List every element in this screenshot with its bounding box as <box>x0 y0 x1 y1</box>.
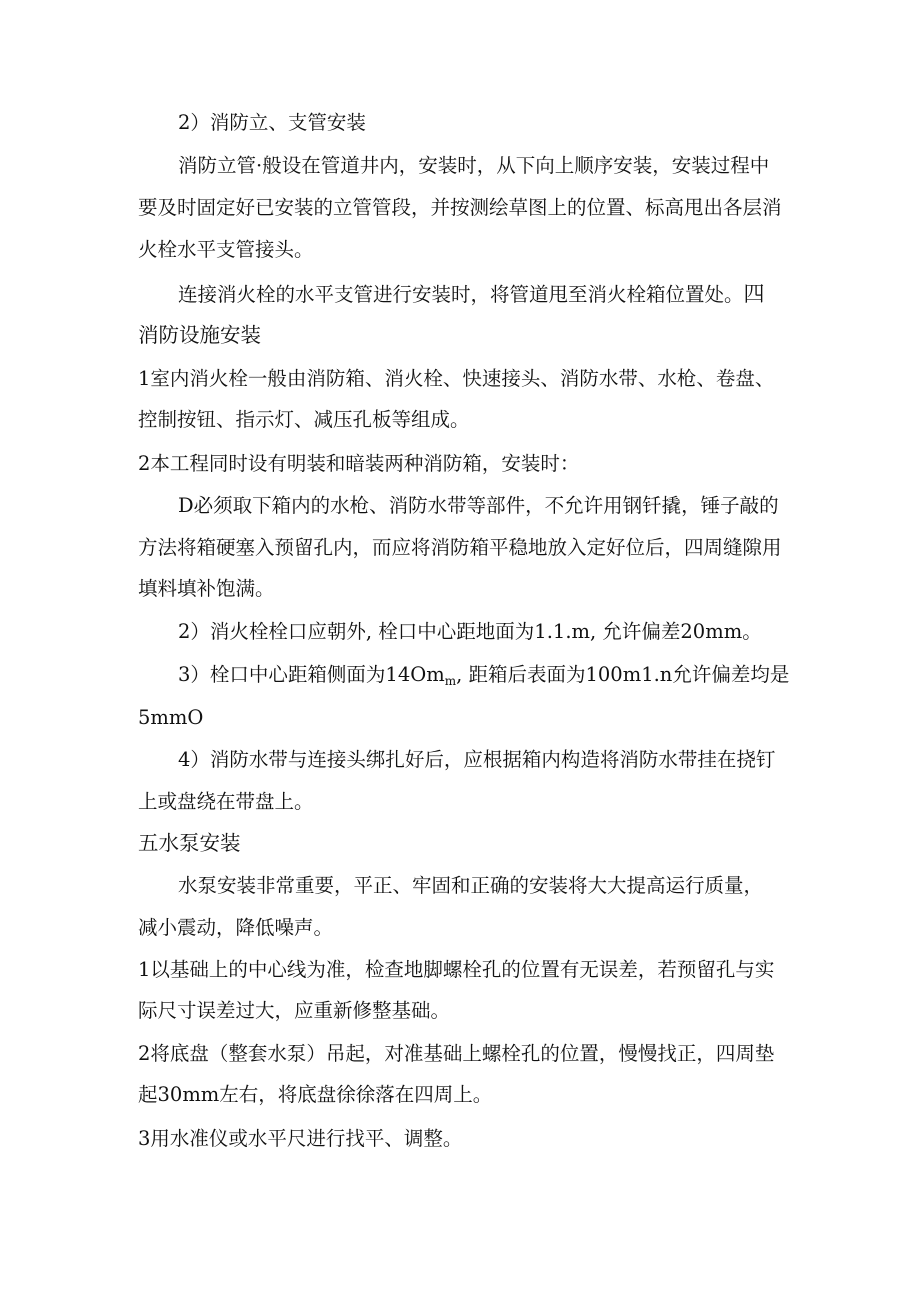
subitem-3-line-2: 5mmO <box>138 706 204 729</box>
pump-item-1-line-1: 1以基础上的中心线为准，检查地脚螺栓孔的位置有无误差，若预留孔与实 <box>138 958 775 981</box>
section-four-title: 消防设施安装 <box>138 323 261 347</box>
subitem-3-line-1 <box>178 662 878 694</box>
section-five-title: 五水泵安装 <box>138 831 241 855</box>
paragraph-branch-line <box>178 281 878 308</box>
subitem-3-text-b: , 距箱后表面为100m1.n允许偏差均是 <box>456 663 790 686</box>
subitem-2-line: 2）消火栓栓口应朝外, 栓口中心距地面为1.1.m, 允许偏差20mm。 <box>178 620 762 643</box>
paragraph-riser-line-3: 火栓水平支管接头。 <box>138 238 314 261</box>
pump-item-1-line-2: 际尺寸误差过大，应重新修整基础。 <box>138 999 451 1022</box>
subitem-d-line-2: 方法将箱硬塞入预留孔内，而应将消防箱平稳地放入定好位后，四周缝隙用 <box>138 536 782 559</box>
subitem-4-line-2: 上或盘绕在带盘上。 <box>138 790 314 813</box>
subitem-3-subscript: m <box>444 674 457 688</box>
subsection-title-riser-branch: 2）消防立、支管安装 <box>178 111 366 134</box>
subitem-3-text-a: 3）栓口中心距箱侧面为14Om <box>178 663 445 686</box>
paragraph-branch-text: 连接消火栓的水平支管进行安装时，将管道甩至消火栓箱位置处。 <box>178 283 744 306</box>
paragraph-riser-line-1: 消防立管·般设在管道井内，安装时，从下向上顺序安装，安装过程中 <box>178 154 770 177</box>
pump-item-2-line-2: 起30mm左右，将底盘徐徐落在四周上。 <box>138 1083 493 1106</box>
pump-item-3-line-1: 3用水准仪或水平尺进行找平、调整。 <box>138 1127 463 1150</box>
paragraph-riser-line-2: 要及时固定好已安装的立管管段，并按测绘草图上的位置、标高甩出各层消 <box>138 196 782 219</box>
section-four-number: 四 <box>743 282 765 306</box>
pump-paragraph-line-2: 减小震动，降低噪声。 <box>138 916 334 939</box>
item-2-line-1: 2本工程同时设有明装和暗装两种消防箱，安装时： <box>138 452 580 475</box>
subitem-d-line-1: D必须取下箱内的水枪、消防水带等部件，不允许用钢钎撬，锤子敲的 <box>178 494 779 517</box>
item-1-line-2: 控制按钮、指示灯、减压孔板等组成。 <box>138 408 470 431</box>
subitem-4-line-1: 4）消防水带与连接头绑扎好后，应根据箱内构造将消防水带挂在挠钉 <box>178 748 776 771</box>
item-1-line-1: 1室内消火栓一般由消防箱、消火栓、快速接头、消防水带、水枪、卷盘、 <box>138 367 775 390</box>
pump-paragraph-line-1: 水泵安装非常重要，平正、牢固和正确的安装将大大提高运行质量， <box>178 874 764 897</box>
subitem-d-line-3: 填料填补饱满。 <box>138 577 275 600</box>
pump-item-2-line-1: 2将底盘（整套水泵）吊起，对准基础上螺栓孔的位置，慢慢找正，四周垫 <box>138 1042 775 1065</box>
